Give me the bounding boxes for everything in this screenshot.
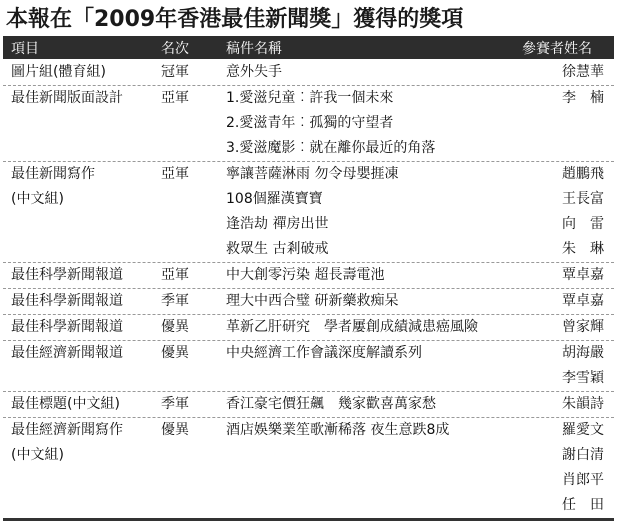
author-cell-line: 朱 琳 — [562, 241, 604, 257]
category-cell-line: (中文組) — [11, 447, 64, 463]
rank-cell-line: 季軍 — [161, 396, 189, 412]
category-cell — [11, 86, 123, 111]
author-cell-line: 趙鵬飛 — [562, 166, 604, 182]
category-cell — [11, 418, 123, 468]
table-row — [3, 392, 614, 418]
category-cell — [11, 162, 95, 212]
header-work: 稿件名稱 — [226, 41, 282, 57]
rank-cell — [161, 86, 189, 111]
rank-cell-line: 優異 — [161, 345, 189, 361]
author-cell — [548, 60, 604, 85]
work-cell — [226, 392, 436, 417]
rank-cell-line: 季軍 — [161, 293, 189, 309]
work-cell-line: 意外失手 — [226, 64, 282, 80]
rank-cell — [161, 263, 189, 288]
category-cell-line: 最佳科學新聞報道 — [11, 319, 123, 335]
author-cell-line: 胡海嚴 — [562, 345, 604, 361]
work-cell — [226, 162, 398, 262]
work-cell-line: 中央經濟工作會議深度解讀系列 — [226, 345, 422, 361]
author-cell — [548, 86, 604, 111]
author-cell — [548, 162, 604, 262]
author-cell — [548, 315, 604, 340]
table-header — [3, 36, 614, 59]
table-row — [3, 315, 614, 341]
header-author: 參賽者姓名 — [522, 41, 592, 57]
category-cell — [11, 289, 123, 314]
rank-cell — [161, 162, 189, 187]
work-cell-line: 酒店娛樂業笙歌漸稀落 夜生意跌8成 — [226, 422, 450, 438]
category-cell-line: 最佳標題(中文組) — [11, 396, 120, 412]
page-title: 本報在「2009年香港最佳新聞獎」獲得的獎項 — [6, 7, 464, 32]
table-row — [3, 60, 614, 86]
author-cell-line: 朱韻詩 — [562, 396, 604, 412]
category-cell-line: 最佳新聞寫作 — [11, 166, 95, 182]
category-cell — [11, 392, 120, 417]
author-cell-line: 任 田 — [562, 497, 604, 513]
category-cell-line: 最佳科學新聞報道 — [11, 267, 123, 283]
author-cell-line: 曾家輝 — [562, 319, 604, 335]
header-rank: 名次 — [161, 41, 189, 57]
rank-cell — [161, 289, 189, 314]
rank-cell-line: 優異 — [161, 319, 189, 335]
rank-cell — [161, 418, 189, 443]
work-cell-line: 寧讓菩薩淋雨 勿令母嬰捱凍 — [226, 166, 399, 182]
work-cell — [226, 86, 435, 161]
table-row — [3, 418, 614, 521]
author-cell-line: 覃卓嘉 — [562, 267, 604, 283]
table-row — [3, 162, 614, 263]
work-cell-line: 理大中西合璧 研新藥救痴呆 — [226, 293, 399, 309]
rank-cell-line: 亞軍 — [161, 90, 189, 106]
author-cell-line: 李雪穎 — [562, 370, 604, 386]
category-cell-line: 圖片組(體育組) — [11, 64, 106, 80]
work-cell — [226, 263, 384, 288]
work-cell — [226, 418, 449, 443]
rank-cell-line: 優異 — [161, 422, 189, 438]
author-cell — [548, 418, 604, 518]
category-cell — [11, 315, 123, 340]
work-cell-line: 中大創零污染 超長壽電池 — [226, 267, 385, 283]
work-cell — [226, 289, 398, 314]
category-cell — [11, 60, 106, 85]
work-cell-line: 革新乙肝研究 學者屢創成績減患癌風險 — [226, 319, 478, 335]
author-cell-line: 王長富 — [562, 191, 604, 207]
author-cell-line: 羅愛文 — [562, 422, 604, 438]
work-cell — [226, 341, 422, 366]
author-cell — [548, 392, 604, 417]
category-cell-line: 最佳新聞版面設計 — [11, 90, 123, 106]
work-cell-line: 2.愛滋青年︰孤獨的守望者 — [226, 115, 394, 131]
rank-cell-line: 亞軍 — [161, 166, 189, 182]
work-cell-line: 逢浩劫 禪房出世 — [226, 216, 329, 232]
author-cell-line: 謝白清 — [562, 447, 604, 463]
rank-cell — [161, 392, 189, 417]
awards-table — [3, 60, 614, 521]
table-row — [3, 341, 614, 392]
author-cell — [548, 341, 604, 391]
rank-cell-line: 冠軍 — [161, 64, 189, 80]
rank-cell-line: 亞軍 — [161, 267, 189, 283]
work-cell-line: 香江豪宅價狂飆 幾家歡喜萬家愁 — [226, 396, 436, 412]
category-cell-line: (中文組) — [11, 191, 64, 207]
work-cell-line: 108個羅漢寶寶 — [226, 191, 323, 207]
author-cell — [548, 289, 604, 314]
table-row — [3, 289, 614, 315]
author-cell-line: 肖郎平 — [562, 472, 604, 488]
work-cell — [226, 315, 478, 340]
work-cell — [226, 60, 282, 85]
work-cell-line: 1.愛滋兒童︰許我一個未來 — [226, 90, 394, 106]
work-cell-line: 3.愛滋魔影︰就在離你最近的角落 — [226, 140, 436, 156]
table-row — [3, 86, 614, 162]
author-cell-line: 李 楠 — [562, 90, 604, 106]
category-cell-line: 最佳經濟新聞寫作 — [11, 422, 123, 438]
author-cell-line: 向 雷 — [562, 216, 604, 232]
author-cell-line: 覃卓嘉 — [562, 293, 604, 309]
category-cell — [11, 263, 123, 288]
header-category: 項目 — [11, 41, 39, 57]
rank-cell — [161, 315, 189, 340]
category-cell — [11, 341, 123, 366]
category-cell-line: 最佳科學新聞報道 — [11, 293, 123, 309]
author-cell-line: 徐慧華 — [562, 64, 604, 80]
author-cell — [548, 263, 604, 288]
work-cell-line: 救眾生 古剎破戒 — [226, 241, 329, 257]
table-row — [3, 263, 614, 289]
rank-cell — [161, 60, 189, 85]
category-cell-line: 最佳經濟新聞報道 — [11, 345, 123, 361]
rank-cell — [161, 341, 189, 366]
